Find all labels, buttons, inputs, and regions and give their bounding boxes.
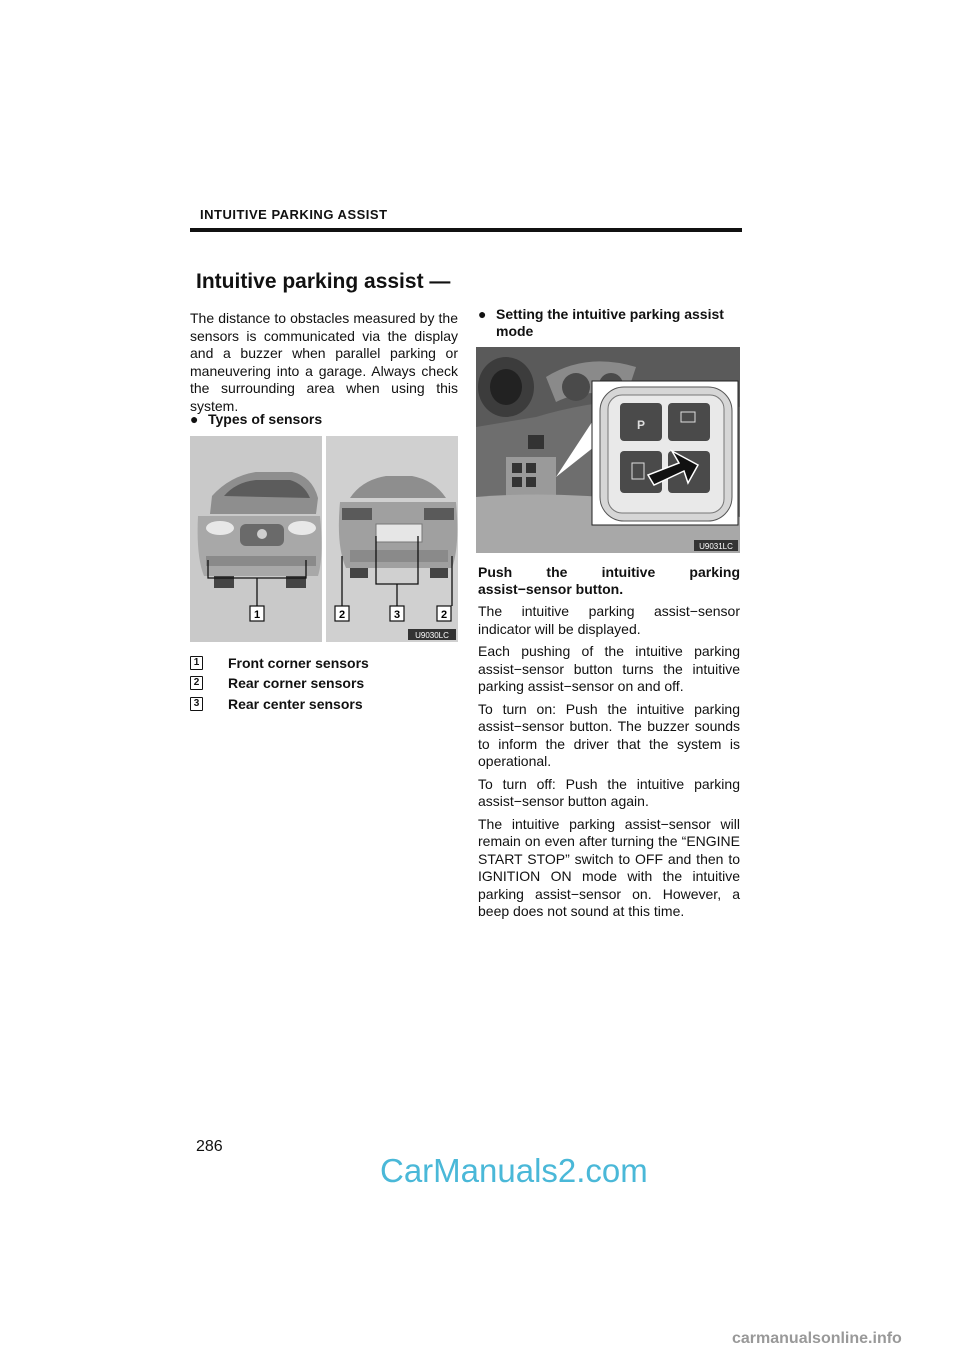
instruction: Push the intuitive parking assist−sensor button. (478, 564, 740, 597)
legend-label: Front corner sensors (228, 655, 369, 671)
right-column-text (478, 564, 740, 926)
legend-item-front-corner (190, 655, 369, 671)
legend-number: 3 (190, 697, 203, 711)
figure-code-2: U9031LC (699, 542, 733, 551)
legend-label: Rear center sensors (228, 696, 363, 712)
sensor-types-figure (190, 436, 458, 642)
watermark-footer: carmanualsonline.info (732, 1330, 902, 1347)
legend-item-rear-center (190, 696, 363, 712)
legend-label: Rear corner sensors (228, 675, 365, 691)
header-rule (190, 228, 742, 232)
rear-car-icon (339, 476, 457, 578)
section-title: Intuitive parking assist — (196, 270, 451, 293)
watermark-link[interactable]: CarManuals2.com (380, 1152, 648, 1189)
paragraph: The intuitive parking assist−sensor will remain on even after turning the “ENGINE START STOP” switch to OFF and then to IGNITION ON mode with the intuitive parking assist−sensor on. However, a beep does not sound at this time. (478, 815, 740, 919)
paragraph: Each pushing of the intuitive parking assist−sensor button turns the intuitive parking assist−sensor on and off. (478, 643, 740, 694)
callout-2-right: 2 (440, 609, 448, 621)
legend-number: 1 (190, 656, 203, 670)
bullet-icon: ● (190, 411, 199, 427)
page-number: 286 (196, 1138, 223, 1155)
paragraph: The intuitive parking assist−sensor indicator will be displayed. (478, 603, 740, 637)
switch-location-figure (476, 347, 740, 553)
setting-mode-heading (478, 306, 740, 340)
figure-code-1: U9030LC (415, 631, 449, 640)
types-heading-text: Types of sensors (208, 411, 323, 427)
callout-3: 3 (393, 609, 401, 621)
legend-number: 2 (190, 676, 203, 690)
paragraph: To turn off: Push the intuitive parking assist−sensor button again. (478, 775, 740, 809)
callout-1: 1 (253, 609, 261, 621)
svg-text:P: P (636, 418, 646, 432)
running-header: INTUITIVE PARKING ASSIST (200, 207, 388, 222)
setting-heading-text: Setting the intuitive parking assist mode (496, 306, 724, 339)
callout-2-left: 2 (338, 609, 346, 621)
bullet-icon: ● (478, 306, 487, 322)
intro-paragraph: The distance to obstacles measured by the sensors is communicated via the display and a buzzer when parallel parking or maneuvering into a garage. Always check the surrounding area when using this system. (190, 310, 458, 414)
paragraph: To turn on: Push the intuitive parking assist−sensor button. The buzzer sounds to inform the driver that the system is operational. (478, 700, 740, 769)
legend-item-rear-corner (190, 675, 364, 691)
types-of-sensors-heading (190, 411, 458, 428)
